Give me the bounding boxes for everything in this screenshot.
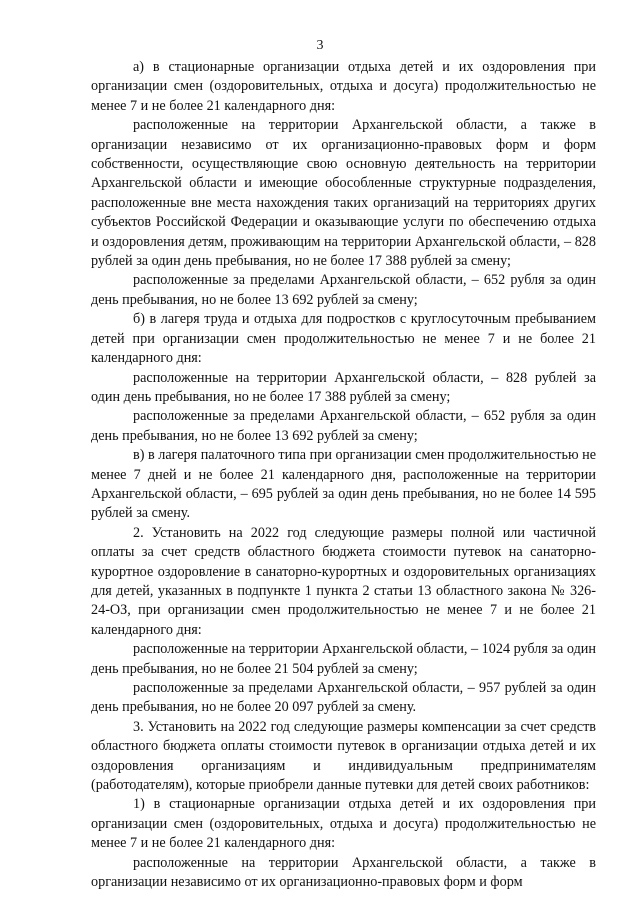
paragraph-within-region: расположенные на территории Архангельской области, – 828 рублей за один день пребывания, но не более 17 388 рублей за смену; xyxy=(91,369,596,405)
paragraph-within-region: расположенные на территории Архангельской области, а также в организации независимо от их организационно-правовых форм и форм собственности, осуществляющие свою основную деятельность на территории Архангельской области и имеющие обособленные структурные подразделения, расположенные вне места нахождения таких организаций на территориях других субъектов Российской Федерации и оказывающие услуги по обеспечению отдыха и оздоровления детям, проживающим на территории Архангельской области, – 828 рублей за один день пребывания, но не более 17 388 рублей за смену; xyxy=(91,117,596,270)
paragraph-1v-tent-camps: в) в лагеря палаточного типа при организации смен продолжительностью не менее 7 дней и не более 21 календарного дня, расположенные на территории Архангельской области, – 695 рублей за один день пребывания, но не более 14 595 рублей за смену. xyxy=(91,447,596,522)
paragraph-outside-region: расположенные за пределами Архангельской области, – 652 рубля за один день пребывания, но не более 13 692 рублей за смену; xyxy=(91,408,596,444)
paragraph-1b-labor-camps: б) в лагеря труда и отдыха для подростков с круглосуточным пребыванием детей при организации смен продолжительностью не менее 7 и не более 21 календарного дня: xyxy=(91,311,596,367)
paragraph-3-compensation: 3. Установить на 2022 год следующие размеры компенсации за счет средств областного бюджета оплаты стоимости путевок в организации отдыха детей и их оздоровления организациям и индивидуальным предпринимателям (работодателям), которые приобрели данные путевки для детей своих работников: xyxy=(91,718,596,794)
page-number: 3 xyxy=(316,38,324,53)
paragraph-3-1-stationary-camps: 1) в стационарные организации отдыха детей и их оздоровления при организации смен (оздоровительных, отдыха и досуга) продолжительностью не менее 7 и не более 21 календарного дня: xyxy=(91,796,596,852)
paragraph-1a-stationary-camps: а) в стационарные организации отдыха детей и их оздоровления при организации смен (оздоровительных, отдыха и досуга) продолжительностью не менее 7 и не более 21 календарного дня: xyxy=(91,59,596,114)
paragraph-within-region: расположенные на территории Архангельской области, – 1024 рубля за один день пребывания, но не более 21 504 рублей за смену; xyxy=(91,641,596,677)
paragraph-2-sanatorium: 2. Установить на 2022 год следующие размеры полной или частичной оплаты за счет средств областного бюджета стоимости путевок на санаторно-курортное оздоровление в санаторно-курортных и оздоровительных организациях для детей, указанных в подпункте 1 пункта 2 статьи 13 областного закона № 326-24-ОЗ, при организации смен продолжительностью не менее 7 и не более 21 календарного дня: xyxy=(91,524,596,638)
document-body xyxy=(91,58,596,892)
paragraph-outside-region: расположенные за пределами Архангельской области, – 652 рубля за один день пребывания, но не более 13 692 рублей за смену; xyxy=(91,272,596,308)
paragraph-outside-region: расположенные за пределами Архангельской области, – 957 рублей за один день пребывания, но не более 20 097 рублей за смену. xyxy=(91,680,596,716)
paragraph-within-region: расположенные на территории Архангельской области, а также в организации независимо от их организационно-правовых форм и форм xyxy=(91,854,596,891)
